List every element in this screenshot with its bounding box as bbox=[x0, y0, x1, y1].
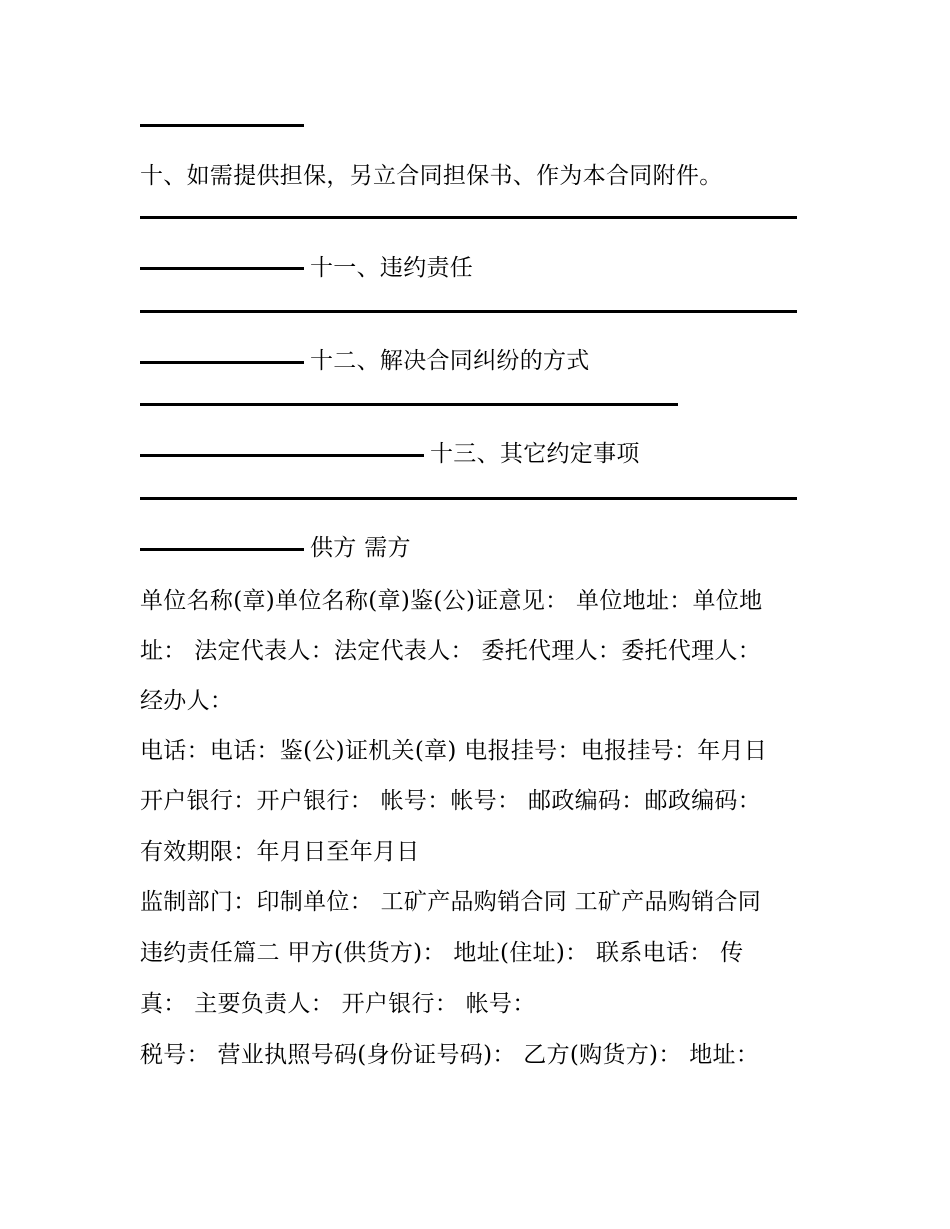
body-line: 经办人： bbox=[140, 688, 234, 714]
blank-line bbox=[140, 310, 797, 313]
clause-10-text: 十、如需提供担保，另立合同担保书、作为本合同附件。 bbox=[140, 163, 723, 189]
blank-line bbox=[140, 124, 304, 127]
blank-line bbox=[140, 216, 797, 219]
blank-line bbox=[140, 548, 304, 551]
body-line: 单位名称(章)单位名称(章)鉴(公)证意见： 单位地址：单位地 bbox=[140, 588, 763, 614]
body-line: 电话：电话：鉴(公)证机关(章) 电报挂号：电报挂号：年月日 bbox=[140, 738, 768, 764]
section-heading-13: 十三、其它约定事项 bbox=[430, 441, 640, 467]
body-line: 税号： 营业执照号码(身份证号码)： 乙方(购货方)： 地址： bbox=[140, 1042, 760, 1068]
parties-heading: 供方 需方 bbox=[310, 535, 411, 561]
blank-line bbox=[140, 267, 304, 270]
blank-line bbox=[140, 497, 797, 500]
section-heading-11: 十一、违约责任 bbox=[310, 255, 474, 281]
section-heading-12: 十二、解决合同纠纷的方式 bbox=[310, 348, 590, 374]
body-line: 开户银行：开户银行： 帐号：帐号： 邮政编码：邮政编码： bbox=[140, 788, 762, 814]
blank-line bbox=[140, 403, 678, 406]
body-line: 监制部门：印制单位： 工矿产品购销合同 工矿产品购销合同 bbox=[140, 889, 762, 915]
body-line: 有效期限：年月日至年月日 bbox=[140, 839, 420, 865]
body-line: 违约责任篇二 甲方(供货方)： 地址(住址)： 联系电话： 传 bbox=[140, 940, 744, 966]
blank-line bbox=[140, 454, 424, 457]
body-line: 真： 主要负责人： 开户银行： 帐号： bbox=[140, 991, 536, 1017]
blank-line bbox=[140, 361, 304, 364]
body-line: 址： 法定代表人：法定代表人： 委托代理人：委托代理人： bbox=[140, 638, 762, 664]
